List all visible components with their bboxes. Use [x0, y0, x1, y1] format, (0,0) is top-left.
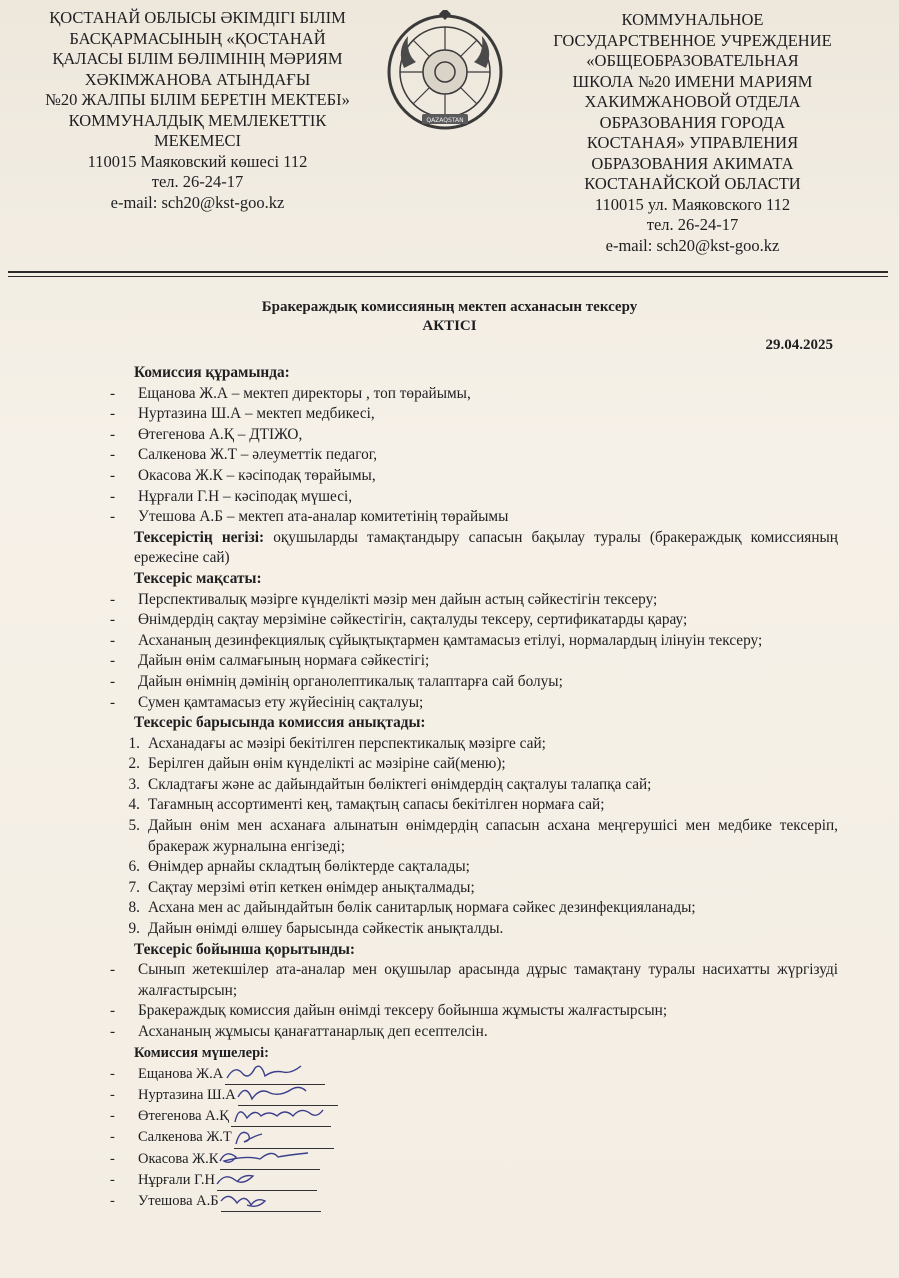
goal: Перспективалық мәзірге күнделікті мәзір мен дайын астың сәйкестігін тексеру; — [138, 590, 658, 608]
basis-paragraph — [110, 528, 838, 569]
document-title — [0, 298, 899, 336]
signature-row: - Өтегенова А.Қ — [110, 1106, 838, 1127]
member: Окасова Ж.К – кәсіподақ төрайымы, — [138, 466, 376, 484]
email: e-mail: sch20@kst-goo.kz — [110, 192, 285, 212]
org-line: КОСТАНАЯ» УПРАВЛЕНИЯ — [586, 133, 799, 152]
phone: тел. 26-24-17 — [646, 215, 739, 234]
org-line: ХАКИМЖАНОВОЙ ОТДЕЛА — [584, 92, 801, 111]
numbered-item: 2. Берілген дайын өнім күнделікті ас мәзіріне сай(меню); — [110, 754, 838, 775]
conclusion: Сынып жетекшілер ата-аналар мен оқушылар арасында дұрыс тамақтану туралы насихатты жүргізуді жалғастырсын; — [138, 961, 838, 999]
list-item: - Ещанова Ж.А – мектеп директоры , топ төрайымы, — [110, 384, 838, 405]
header-divider-thin — [8, 276, 888, 277]
org-line: ОБРАЗОВАНИЯ АКИМАТА — [591, 153, 794, 173]
goal: Дайын өнім салмағының нормаға сәйкестігі; — [138, 652, 430, 670]
org-line: ҚАЛАСЫ БІЛІМ БӨЛІМІНІҢ МӘРИЯМ — [52, 49, 343, 68]
list-item: - Бракераждық комиссия дайын өнімді тексеру бойынша жұмысты жалғастырсын; — [110, 1001, 838, 1022]
numbered-item: 3. Складтағы және ас дайындайтын бөліктегі өнімдердің сақталуы талапқа сай; — [110, 775, 838, 796]
org-line: ОБРАЗОВАНИЯ ГОРОДА — [599, 112, 786, 132]
section-heading: Тексеріс бойынша қорытынды: — [134, 940, 355, 958]
list-item: - Дайын өнім салмағының нормаға сәйкестігі; — [110, 651, 838, 672]
finding: Берілген дайын өнім күнделікті ас мәзіріне сай(меню); — [148, 755, 506, 773]
member: Утешова А.Б – мектеп ата-аналар комитетінің төрайымы — [138, 508, 509, 526]
list-item: - Окасова Ж.К – кәсіподақ төрайымы, — [110, 466, 838, 487]
list-item: - Өтегенова А.Қ – ДТІЖО, — [110, 425, 838, 446]
section-heading: Тексеріс мақсаты: — [134, 569, 262, 587]
signatory-name: Салкенова Ж.Т — [138, 1129, 232, 1146]
signature-row: - Нұрғали Г.Н — [110, 1170, 838, 1191]
phone: тел. 26-24-17 — [151, 172, 244, 191]
member: Нуртазина Ш.А – мектеп медбикесі, — [138, 405, 375, 423]
signatory-name: Өтегенова А.Қ — [138, 1108, 229, 1125]
list-item: - Нұрғали Г.Н – кәсіподақ мүшесі, — [110, 487, 838, 508]
org-line: ХӘКІМЖАНОВА АТЫНДАҒЫ — [84, 69, 311, 89]
signatory-name: Окасова Ж.К — [138, 1150, 219, 1167]
list-item: - Дайын өнімнің дәмінің органолептикалық талаптарға сай болуы; — [110, 672, 838, 693]
signatory-name: Нуртазина Ш.А — [138, 1086, 236, 1103]
org-line: КОММУНАЛДЫҚ МЕМЛЕКЕТТІК — [68, 110, 327, 130]
numbered-item: 6. Өнімдер арнайы складтың бөліктерде сақталады; — [110, 857, 838, 878]
numbered-item: 9. Дайын өнімді өлшеу барысында сәйкестік анықталды. — [110, 919, 838, 940]
member: Өтегенова А.Қ – ДТІЖО, — [138, 425, 303, 443]
goal: Өнімдердің сақтау мерзіміне сәйкестігін, сақталуды тексеру, сертификатарды қарау; — [138, 611, 688, 629]
list-item: - Нуртазина Ш.А – мектеп медбикесі, — [110, 404, 838, 425]
document-body — [110, 363, 838, 1212]
finding: Сақтау мерзімі өтіп кеткен өнімдер анықталмады; — [148, 878, 475, 896]
finding: Дайын өнімді өлшеу барысында сәйкестік анықталды. — [148, 920, 504, 938]
signature-row: - Утешова А.Б — [110, 1191, 838, 1212]
member: Нұрғали Г.Н – кәсіподақ мүшесі, — [138, 487, 353, 505]
finding: Складтағы және ас дайындайтын бөліктегі өнімдердің сақталуы талапқа сай; — [148, 775, 652, 793]
finding: Тағамның ассортименті кең, тамақтың сапасы бекітілген нормаға сай; — [148, 796, 605, 814]
signatory-name: Утешова А.Б — [138, 1192, 219, 1209]
signature-row: - Салкенова Ж.Т — [110, 1127, 838, 1148]
list-item: - Утешова А.Б – мектеп ата-аналар комитетінің төрайымы — [110, 507, 838, 528]
conclusion: Асхананың жұмысы қанағаттанарлық деп есептелсін. — [138, 1023, 488, 1040]
signature-row: - Окасова Ж.К — [110, 1149, 838, 1170]
numbered-item: 5. Дайын өнім мен асханаға алынатын өнімдердің сапасын асхана меңгерушісі мен медбике тексеріп, бракераж журналына енгізеді; — [110, 816, 838, 857]
emblem-caption: QAZAQSTAN — [426, 117, 464, 124]
org-line: КОММУНАЛЬНОЕ — [621, 10, 764, 29]
numbered-item: 4. Тағамның ассортименті кең, тамақтың сапасы бекітілген нормаға сай; — [110, 795, 838, 816]
org-line: ШКОЛА №20 ИМЕНИ МАРИЯМ — [572, 71, 813, 91]
list-item: - Асхананың дезинфекциялық сұйықтықтармен қамтамасыз етілуі, нормалардың ілінуін тексеру; — [110, 631, 838, 652]
finding: Асхана мен ас дайындайтын бөлік санитарлық нормаға сәйкес дезинфекцияланады; — [148, 899, 696, 917]
address: 110015 Маяковский көшесі 112 — [87, 151, 308, 171]
numbered-item: 8. Асхана мен ас дайындайтын бөлік санитарлық нормаға сәйкес дезинфекцияланады; — [110, 898, 838, 919]
goal: Асхананың дезинфекциялық сұйықтықтармен қамтамасыз етілуі, нормалардың ілінуін тексеру; — [138, 631, 763, 649]
header-left-kazakh — [0, 8, 395, 213]
org-line: «ОБЩЕОБРАЗОВАТЕЛЬНАЯ — [586, 51, 799, 70]
basis-text: оқушыларды тамақтандыру сапасын бақылау туралы (бракераждық комиссияның ережесіне сай) — [134, 528, 838, 567]
signature-block — [110, 1043, 838, 1213]
org-line: №20 ЖАЛПЫ БІЛІМ БЕРЕТІН МЕКТЕБІ» — [45, 90, 350, 109]
list-item: - Өнімдердің сақтау мерзіміне сәйкестігін, сақталуды тексеру, сертификатарды қарау; — [110, 610, 838, 631]
address: 110015 ул. Маяковского 112 — [594, 194, 791, 214]
email: e-mail: sch20@kst-goo.kz — [605, 235, 780, 255]
list-item: - Сынып жетекшілер ата-аналар мен оқушылар арасында дұрыс тамақтану туралы насихатты жүргізуді жалғастырсын; — [110, 960, 838, 1001]
header-right-russian — [520, 10, 865, 256]
document-date: 29.04.2025 — [765, 337, 833, 353]
numbered-item: 1. Асханадағы ас мәзірі бекітілген перспектикалық мәзірге сай; — [110, 734, 838, 755]
header-divider — [8, 271, 888, 273]
conclusion: Бракераждық комиссия дайын өнімді тексеру бойынша жұмысты жалғастырсын; — [138, 1002, 668, 1020]
basis-label: Тексерістің негізі: — [134, 528, 265, 546]
finding: Өнімдер арнайы складтың бөліктерде сақталады; — [148, 858, 470, 876]
list-item: - Сумен қамтамасыз ету жүйесінің сақталуы; — [110, 693, 838, 714]
signature-line — [221, 1197, 321, 1212]
signature-row: - Ещанова Ж.А — [110, 1064, 838, 1085]
list-item: - Перспективалық мәзірге күнделікті мәзір мен дайын астың сәйкестігін тексеру; — [110, 590, 838, 611]
finding: Асханадағы ас мәзірі бекітілген перспектикалық мәзірге сай; — [148, 734, 546, 752]
section-heading: Комиссия мүшелері: — [134, 1044, 269, 1061]
member: Салкенова Ж.Т – әлеуметтік педагог, — [138, 446, 378, 464]
org-line: МЕКЕМЕСІ — [153, 131, 242, 150]
org-line: ГОСУДАРСТВЕННОЕ УЧРЕЖДЕНИЕ — [553, 30, 832, 50]
goal: Дайын өнімнің дәмінің органолептикалық талаптарға сай болуы; — [138, 672, 563, 690]
org-line: КОСТАНАЙСКОЙ ОБЛАСТИ — [584, 174, 801, 193]
section-heading: Тексеріс барысында комиссия анықтады: — [134, 714, 426, 732]
signature-row: - Нуртазина Ш.А — [110, 1085, 838, 1106]
goal: Сумен қамтамасыз ету жүйесінің сақталуы; — [138, 693, 424, 711]
signatory-name: Ещанова Ж.А — [138, 1065, 224, 1082]
state-emblem-icon — [386, 10, 504, 136]
title-line: АКТІСІ — [422, 318, 477, 334]
list-item: - Салкенова Ж.Т – әлеуметтік педагог, — [110, 445, 838, 466]
finding: Дайын өнім мен асханаға алынатын өнімдердің сапасын асхана меңгерушісі мен медбике тексеріп, бракераж журналына енгізеді; — [148, 817, 838, 855]
list-item: - Асхананың жұмысы қанағаттанарлық деп есептелсін. — [110, 1022, 838, 1043]
signatory-name: Нұрғали Г.Н — [138, 1171, 215, 1188]
member: Ещанова Ж.А – мектеп директоры , топ төрайымы, — [138, 384, 471, 402]
org-line: ҚОСТАНАЙ ОБЛЫСЫ ӘКІМДІГІ БІЛІМ — [49, 8, 346, 27]
section-heading: Комиссия құрамында: — [134, 364, 290, 381]
numbered-item: 7. Сақтау мерзімі өтіп кеткен өнімдер анықталмады; — [110, 878, 838, 899]
handwritten-signature — [217, 1187, 327, 1213]
org-line: БАСҚАРМАСЫНЫҢ «ҚОСТАНАЙ — [69, 28, 326, 48]
title-line: Бракераждық комиссияның мектеп асханасын тексеру — [261, 299, 638, 315]
